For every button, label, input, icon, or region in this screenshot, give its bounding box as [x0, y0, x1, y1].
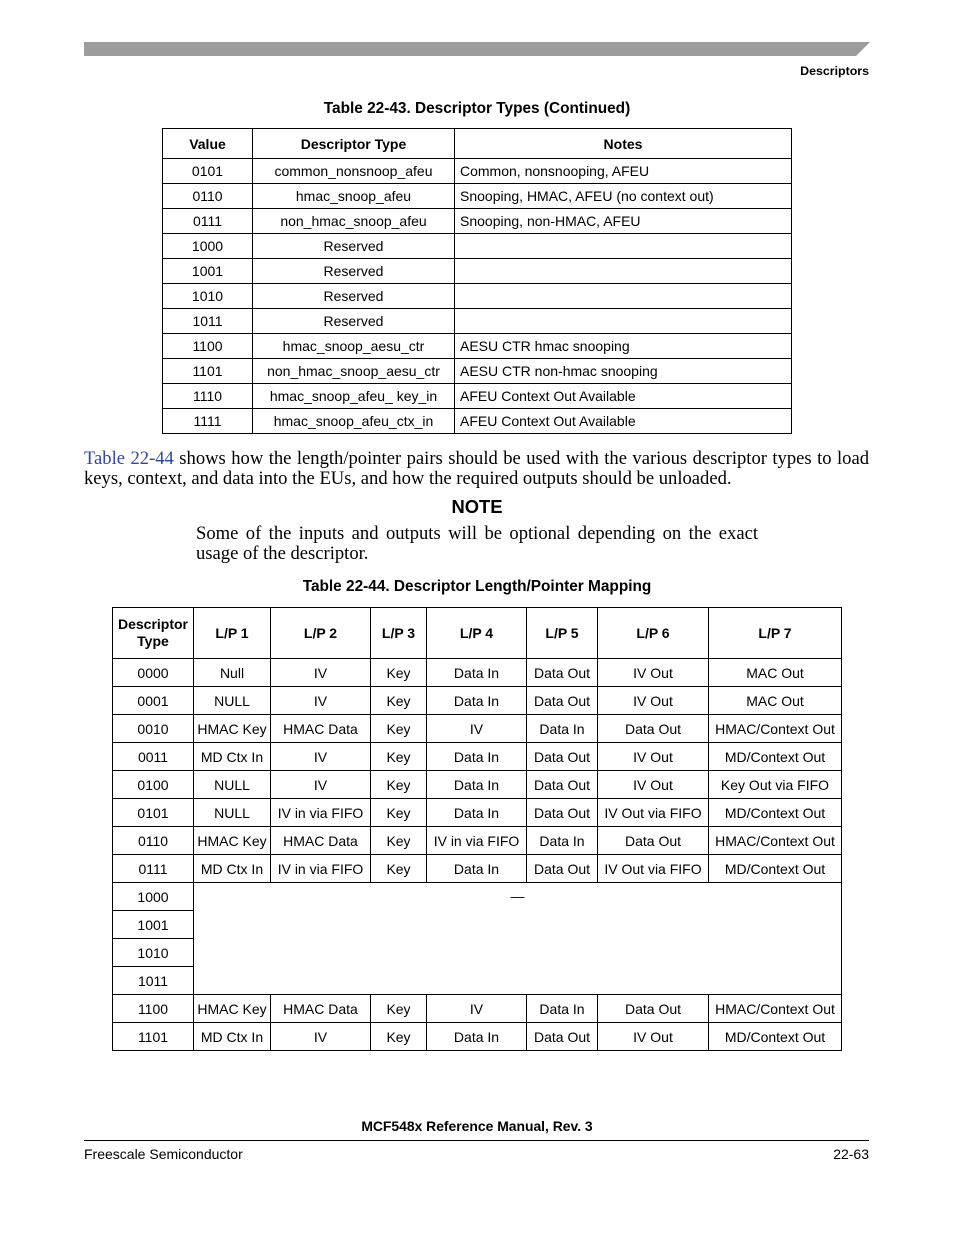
- notes-cell: [455, 234, 792, 259]
- lp3-cell: Key: [371, 743, 427, 771]
- notes-cell: [455, 259, 792, 284]
- table-row: [163, 259, 792, 284]
- lp2-cell: HMAC Data: [271, 715, 371, 743]
- header-row: [113, 608, 842, 659]
- lp3-cell: Key: [371, 771, 427, 799]
- lp4-cell: Data In: [427, 1023, 527, 1051]
- lp7-cell: HMAC/Context Out: [709, 995, 842, 1023]
- table-row: [113, 687, 842, 715]
- table-row: [163, 184, 792, 209]
- table-row: [163, 234, 792, 259]
- table-row: [113, 659, 842, 687]
- column-header-lp7: L/P 7: [709, 608, 842, 659]
- notes-cell: AFEU Context Out Available: [455, 409, 792, 434]
- descriptor-type-cell: 1000: [113, 883, 194, 911]
- lp5-cell: Data In: [527, 715, 598, 743]
- lp5-cell: Data Out: [527, 855, 598, 883]
- lp3-cell: Key: [371, 827, 427, 855]
- column-header-value: Value: [163, 129, 253, 159]
- lp4-cell: Data In: [427, 799, 527, 827]
- descriptor-type-cell: Reserved: [253, 259, 455, 284]
- lp7-cell: MAC Out: [709, 687, 842, 715]
- lp3-cell: Key: [371, 687, 427, 715]
- lp1-cell: HMAC Key: [194, 715, 271, 743]
- lp4-cell: IV: [427, 715, 527, 743]
- value-cell: 1110: [163, 384, 253, 409]
- lp4-cell: Data In: [427, 687, 527, 715]
- column-header-descriptor-type: Descriptor Type: [253, 129, 455, 159]
- descriptor-type-cell: hmac_snoop_afeu: [253, 184, 455, 209]
- descriptor-type-cell: hmac_snoop_aesu_ctr: [253, 334, 455, 359]
- table-row: [163, 309, 792, 334]
- value-cell: 1010: [163, 284, 253, 309]
- table-row: [113, 743, 842, 771]
- lp3-cell: Key: [371, 659, 427, 687]
- lp7-cell: HMAC/Context Out: [709, 715, 842, 743]
- table-caption: Table 22-43. Descriptor Types (Continued): [323, 100, 631, 117]
- header-bar: [84, 42, 870, 56]
- lp6-cell: Data Out: [598, 995, 709, 1023]
- lp7-cell: MD/Context Out: [709, 743, 842, 771]
- lp7-cell: HMAC/Context Out: [709, 827, 842, 855]
- notes-cell: [455, 284, 792, 309]
- lp1-cell: NULL: [194, 687, 271, 715]
- descriptor-type-cell: 1100: [113, 995, 194, 1023]
- lp6-cell: IV Out: [598, 771, 709, 799]
- value-cell: 1001: [163, 259, 253, 284]
- lp7-cell: MD/Context Out: [709, 799, 842, 827]
- descriptor-type-cell: 1001: [113, 911, 194, 939]
- lp3-cell: Key: [371, 855, 427, 883]
- lp1-cell: NULL: [194, 799, 271, 827]
- descriptor-type-cell: Reserved: [253, 234, 455, 259]
- lp2-cell: IV: [271, 743, 371, 771]
- lp2-cell: IV: [271, 1023, 371, 1051]
- footer-rule: [84, 1140, 869, 1141]
- header-row: [163, 129, 792, 159]
- lp2-cell: IV: [271, 771, 371, 799]
- table-row: [113, 827, 842, 855]
- descriptor-type-cell: 0111: [113, 855, 194, 883]
- descriptor-type-cell: 0101: [113, 799, 194, 827]
- note-text: Some of the inputs and outputs will be optional depending on the exact usage of the descriptor.: [196, 523, 758, 564]
- lp1-cell: MD Ctx In: [194, 855, 271, 883]
- value-cell: 1100: [163, 334, 253, 359]
- value-cell: 0111: [163, 209, 253, 234]
- lp7-cell: Key Out via FIFO: [709, 771, 842, 799]
- lp1-cell: MD Ctx In: [194, 743, 271, 771]
- descriptor-type-cell: hmac_snoop_afeu_ctx_in: [253, 409, 455, 434]
- table-row: [163, 384, 792, 409]
- lp5-cell: Data In: [527, 995, 598, 1023]
- page-number: 22-63: [833, 1146, 869, 1162]
- note-heading: NOTE: [451, 496, 503, 517]
- value-cell: 0101: [163, 159, 253, 184]
- reserved-merged-cell: —: [194, 883, 842, 995]
- lp1-cell: Null: [194, 659, 271, 687]
- notes-cell: [455, 309, 792, 334]
- descriptor-type-cell: 0001: [113, 687, 194, 715]
- lp6-cell: IV Out: [598, 687, 709, 715]
- lp4-cell: IV: [427, 995, 527, 1023]
- value-cell: 1111: [163, 409, 253, 434]
- table-row: [113, 1023, 842, 1051]
- column-header-notes: Notes: [455, 129, 792, 159]
- lp5-cell: Data Out: [527, 743, 598, 771]
- value-cell: 1101: [163, 359, 253, 384]
- lp7-cell: MD/Context Out: [709, 855, 842, 883]
- table-row: [163, 209, 792, 234]
- column-header-lp1: L/P 1: [194, 608, 271, 659]
- lp4-cell: Data In: [427, 659, 527, 687]
- descriptor-type-cell: 0011: [113, 743, 194, 771]
- value-cell: 1011: [163, 309, 253, 334]
- lp6-cell: IV Out: [598, 1023, 709, 1051]
- column-header-lp3: L/P 3: [371, 608, 427, 659]
- length-pointer-mapping-table: [112, 607, 842, 1051]
- column-header-descriptor-type: Descriptor Type: [113, 608, 194, 659]
- lp4-cell: Data In: [427, 855, 527, 883]
- table-row: [163, 284, 792, 309]
- lp3-cell: Key: [371, 715, 427, 743]
- lp4-cell: IV in via FIFO: [427, 827, 527, 855]
- lp6-cell: IV Out: [598, 743, 709, 771]
- lp6-cell: IV Out via FIFO: [598, 855, 709, 883]
- descriptor-type-cell: common_nonsnoop_afeu: [253, 159, 455, 184]
- lp5-cell: Data In: [527, 827, 598, 855]
- descriptor-type-cell: 0010: [113, 715, 194, 743]
- lp2-cell: HMAC Data: [271, 995, 371, 1023]
- lp5-cell: Data Out: [527, 771, 598, 799]
- notes-cell: Snooping, non-HMAC, AFEU: [455, 209, 792, 234]
- value-cell: 0110: [163, 184, 253, 209]
- table-row: [113, 799, 842, 827]
- table-row: [113, 855, 842, 883]
- descriptor-type-cell: Reserved: [253, 284, 455, 309]
- lp2-cell: HMAC Data: [271, 827, 371, 855]
- notes-cell: Snooping, HMAC, AFEU (no context out): [455, 184, 792, 209]
- descriptor-type-cell: hmac_snoop_afeu_ key_in: [253, 384, 455, 409]
- lp1-cell: HMAC Key: [194, 827, 271, 855]
- descriptor-type-cell: 1010: [113, 939, 194, 967]
- lp1-cell: NULL: [194, 771, 271, 799]
- column-header-lp4: L/P 4: [427, 608, 527, 659]
- lp1-cell: MD Ctx In: [194, 1023, 271, 1051]
- descriptor-type-cell: non_hmac_snoop_aesu_ctr: [253, 359, 455, 384]
- lp5-cell: Data Out: [527, 687, 598, 715]
- lp2-cell: IV in via FIFO: [271, 799, 371, 827]
- table-row: [163, 334, 792, 359]
- table-row: [113, 715, 842, 743]
- lp6-cell: Data Out: [598, 715, 709, 743]
- column-header-lp6: L/P 6: [598, 608, 709, 659]
- table-caption: Table 22-44. Descriptor Length/Pointer Mapping: [302, 578, 652, 595]
- notes-cell: AFEU Context Out Available: [455, 384, 792, 409]
- company-name: Freescale Semiconductor: [84, 1146, 243, 1162]
- table-row: [163, 159, 792, 184]
- paragraph-text: shows how the length/pointer pairs should be used with the various descriptor types to load keys, context, and data into the EUs, and how the required outputs should be unloaded.: [84, 448, 869, 489]
- notes-cell: Common, nonsnooping, AFEU: [455, 159, 792, 184]
- descriptor-type-cell: 0100: [113, 771, 194, 799]
- table-row: [163, 359, 792, 384]
- lp6-cell: IV Out: [598, 659, 709, 687]
- lp3-cell: Key: [371, 995, 427, 1023]
- descriptor-type-cell: 1101: [113, 1023, 194, 1051]
- lp6-cell: IV Out via FIFO: [598, 799, 709, 827]
- table-cross-reference-link[interactable]: Table 22-44: [84, 448, 174, 469]
- lp5-cell: Data Out: [527, 1023, 598, 1051]
- lp2-cell: IV: [271, 659, 371, 687]
- lp5-cell: Data Out: [527, 799, 598, 827]
- table-row: [113, 883, 842, 911]
- lp2-cell: IV in via FIFO: [271, 855, 371, 883]
- lp3-cell: Key: [371, 1023, 427, 1051]
- notes-cell: AESU CTR hmac snooping: [455, 334, 792, 359]
- running-head: Descriptors: [800, 64, 869, 78]
- column-header-lp2: L/P 2: [271, 608, 371, 659]
- body-paragraph: [84, 449, 869, 488]
- lp2-cell: IV: [271, 687, 371, 715]
- table-row: [113, 995, 842, 1023]
- descriptor-type-cell: 0000: [113, 659, 194, 687]
- manual-title: MCF548x Reference Manual, Rev. 3: [361, 1118, 593, 1134]
- descriptor-type-cell: 0110: [113, 827, 194, 855]
- column-header-lp5: L/P 5: [527, 608, 598, 659]
- table-row: [163, 409, 792, 434]
- value-cell: 1000: [163, 234, 253, 259]
- descriptor-type-cell: 1011: [113, 967, 194, 995]
- lp7-cell: MAC Out: [709, 659, 842, 687]
- lp5-cell: Data Out: [527, 659, 598, 687]
- descriptor-type-cell: non_hmac_snoop_afeu: [253, 209, 455, 234]
- lp3-cell: Key: [371, 799, 427, 827]
- lp6-cell: Data Out: [598, 827, 709, 855]
- lp1-cell: HMAC Key: [194, 995, 271, 1023]
- descriptor-type-cell: Reserved: [253, 309, 455, 334]
- lp4-cell: Data In: [427, 743, 527, 771]
- notes-cell: AESU CTR non-hmac snooping: [455, 359, 792, 384]
- lp4-cell: Data In: [427, 771, 527, 799]
- lp7-cell: MD/Context Out: [709, 1023, 842, 1051]
- descriptor-types-table: [162, 128, 792, 434]
- table-row: [113, 771, 842, 799]
